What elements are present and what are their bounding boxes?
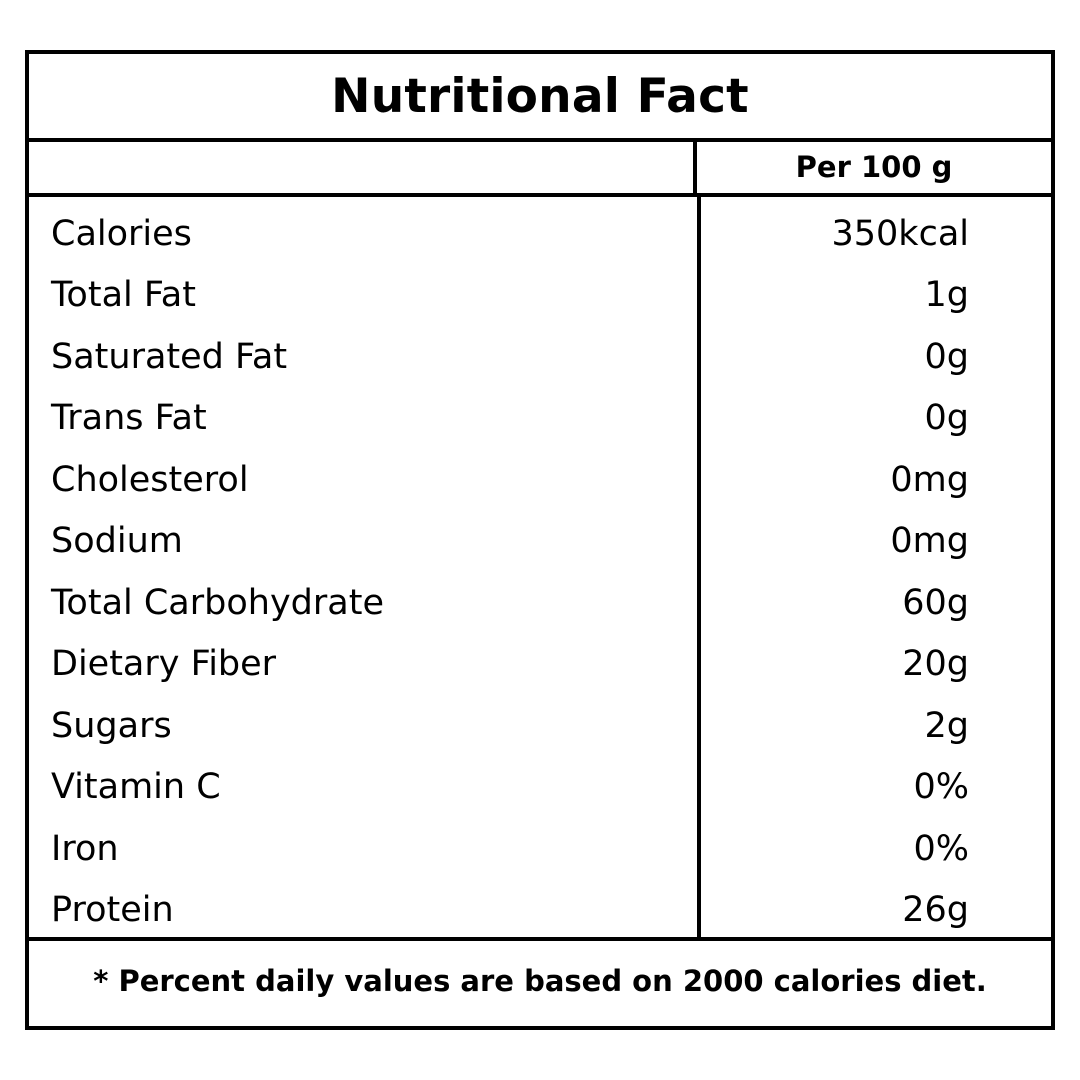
nutrient-value: 1g <box>924 275 969 316</box>
nutrient-value: 0% <box>913 828 969 869</box>
nutrient-label: Dietary Fiber <box>51 644 277 685</box>
nutrient-label: Total Fat <box>51 275 196 316</box>
nutrient-value: 0g <box>924 336 969 377</box>
header-nutrient-column <box>29 142 697 193</box>
nutrient-value: 60g <box>902 582 969 623</box>
column-divider <box>697 197 701 937</box>
nutrient-label: Protein <box>51 890 174 931</box>
table-row <box>29 449 1051 511</box>
daily-values-footnote: * Percent daily values are based on 2000 calories diet. <box>93 964 987 998</box>
table-row <box>29 757 1051 819</box>
table-row <box>29 203 1051 265</box>
nutrient-value: 0g <box>924 398 969 439</box>
table-row <box>29 880 1051 942</box>
nutrient-value: 350kcal <box>831 213 969 254</box>
table-row <box>29 326 1051 388</box>
nutrient-label: Trans Fat <box>51 398 207 439</box>
nutrient-value: 26g <box>902 890 969 931</box>
title-row <box>29 54 1051 142</box>
nutrient-value: 0% <box>913 767 969 808</box>
header-serving-column: Per 100 g <box>795 149 953 184</box>
footnote-row <box>29 941 1051 1021</box>
nutrient-label: Iron <box>51 828 119 869</box>
nutrient-value: 2g <box>924 705 969 746</box>
page-title: Nutritional Fact <box>331 68 749 124</box>
nutrition-facts-panel <box>25 50 1055 1030</box>
table-row <box>29 388 1051 450</box>
nutrient-label: Cholesterol <box>51 459 249 500</box>
table-row <box>29 818 1051 880</box>
nutrient-value: 0mg <box>890 521 969 562</box>
table-row <box>29 511 1051 573</box>
nutrient-label: Total Carbohydrate <box>51 582 384 623</box>
nutrient-label: Sodium <box>51 521 183 562</box>
nutrient-label: Saturated Fat <box>51 336 288 377</box>
table-row <box>29 265 1051 327</box>
table-row <box>29 634 1051 696</box>
nutrient-label: Sugars <box>51 705 172 746</box>
table-header-row <box>29 142 1051 197</box>
table-row <box>29 572 1051 634</box>
nutrient-label: Calories <box>51 213 192 254</box>
table-row <box>29 695 1051 757</box>
nutrient-label: Vitamin C <box>51 767 221 808</box>
nutrient-value: 0mg <box>890 459 969 500</box>
nutrient-value: 20g <box>902 644 969 685</box>
nutrient-rows <box>29 197 1051 941</box>
